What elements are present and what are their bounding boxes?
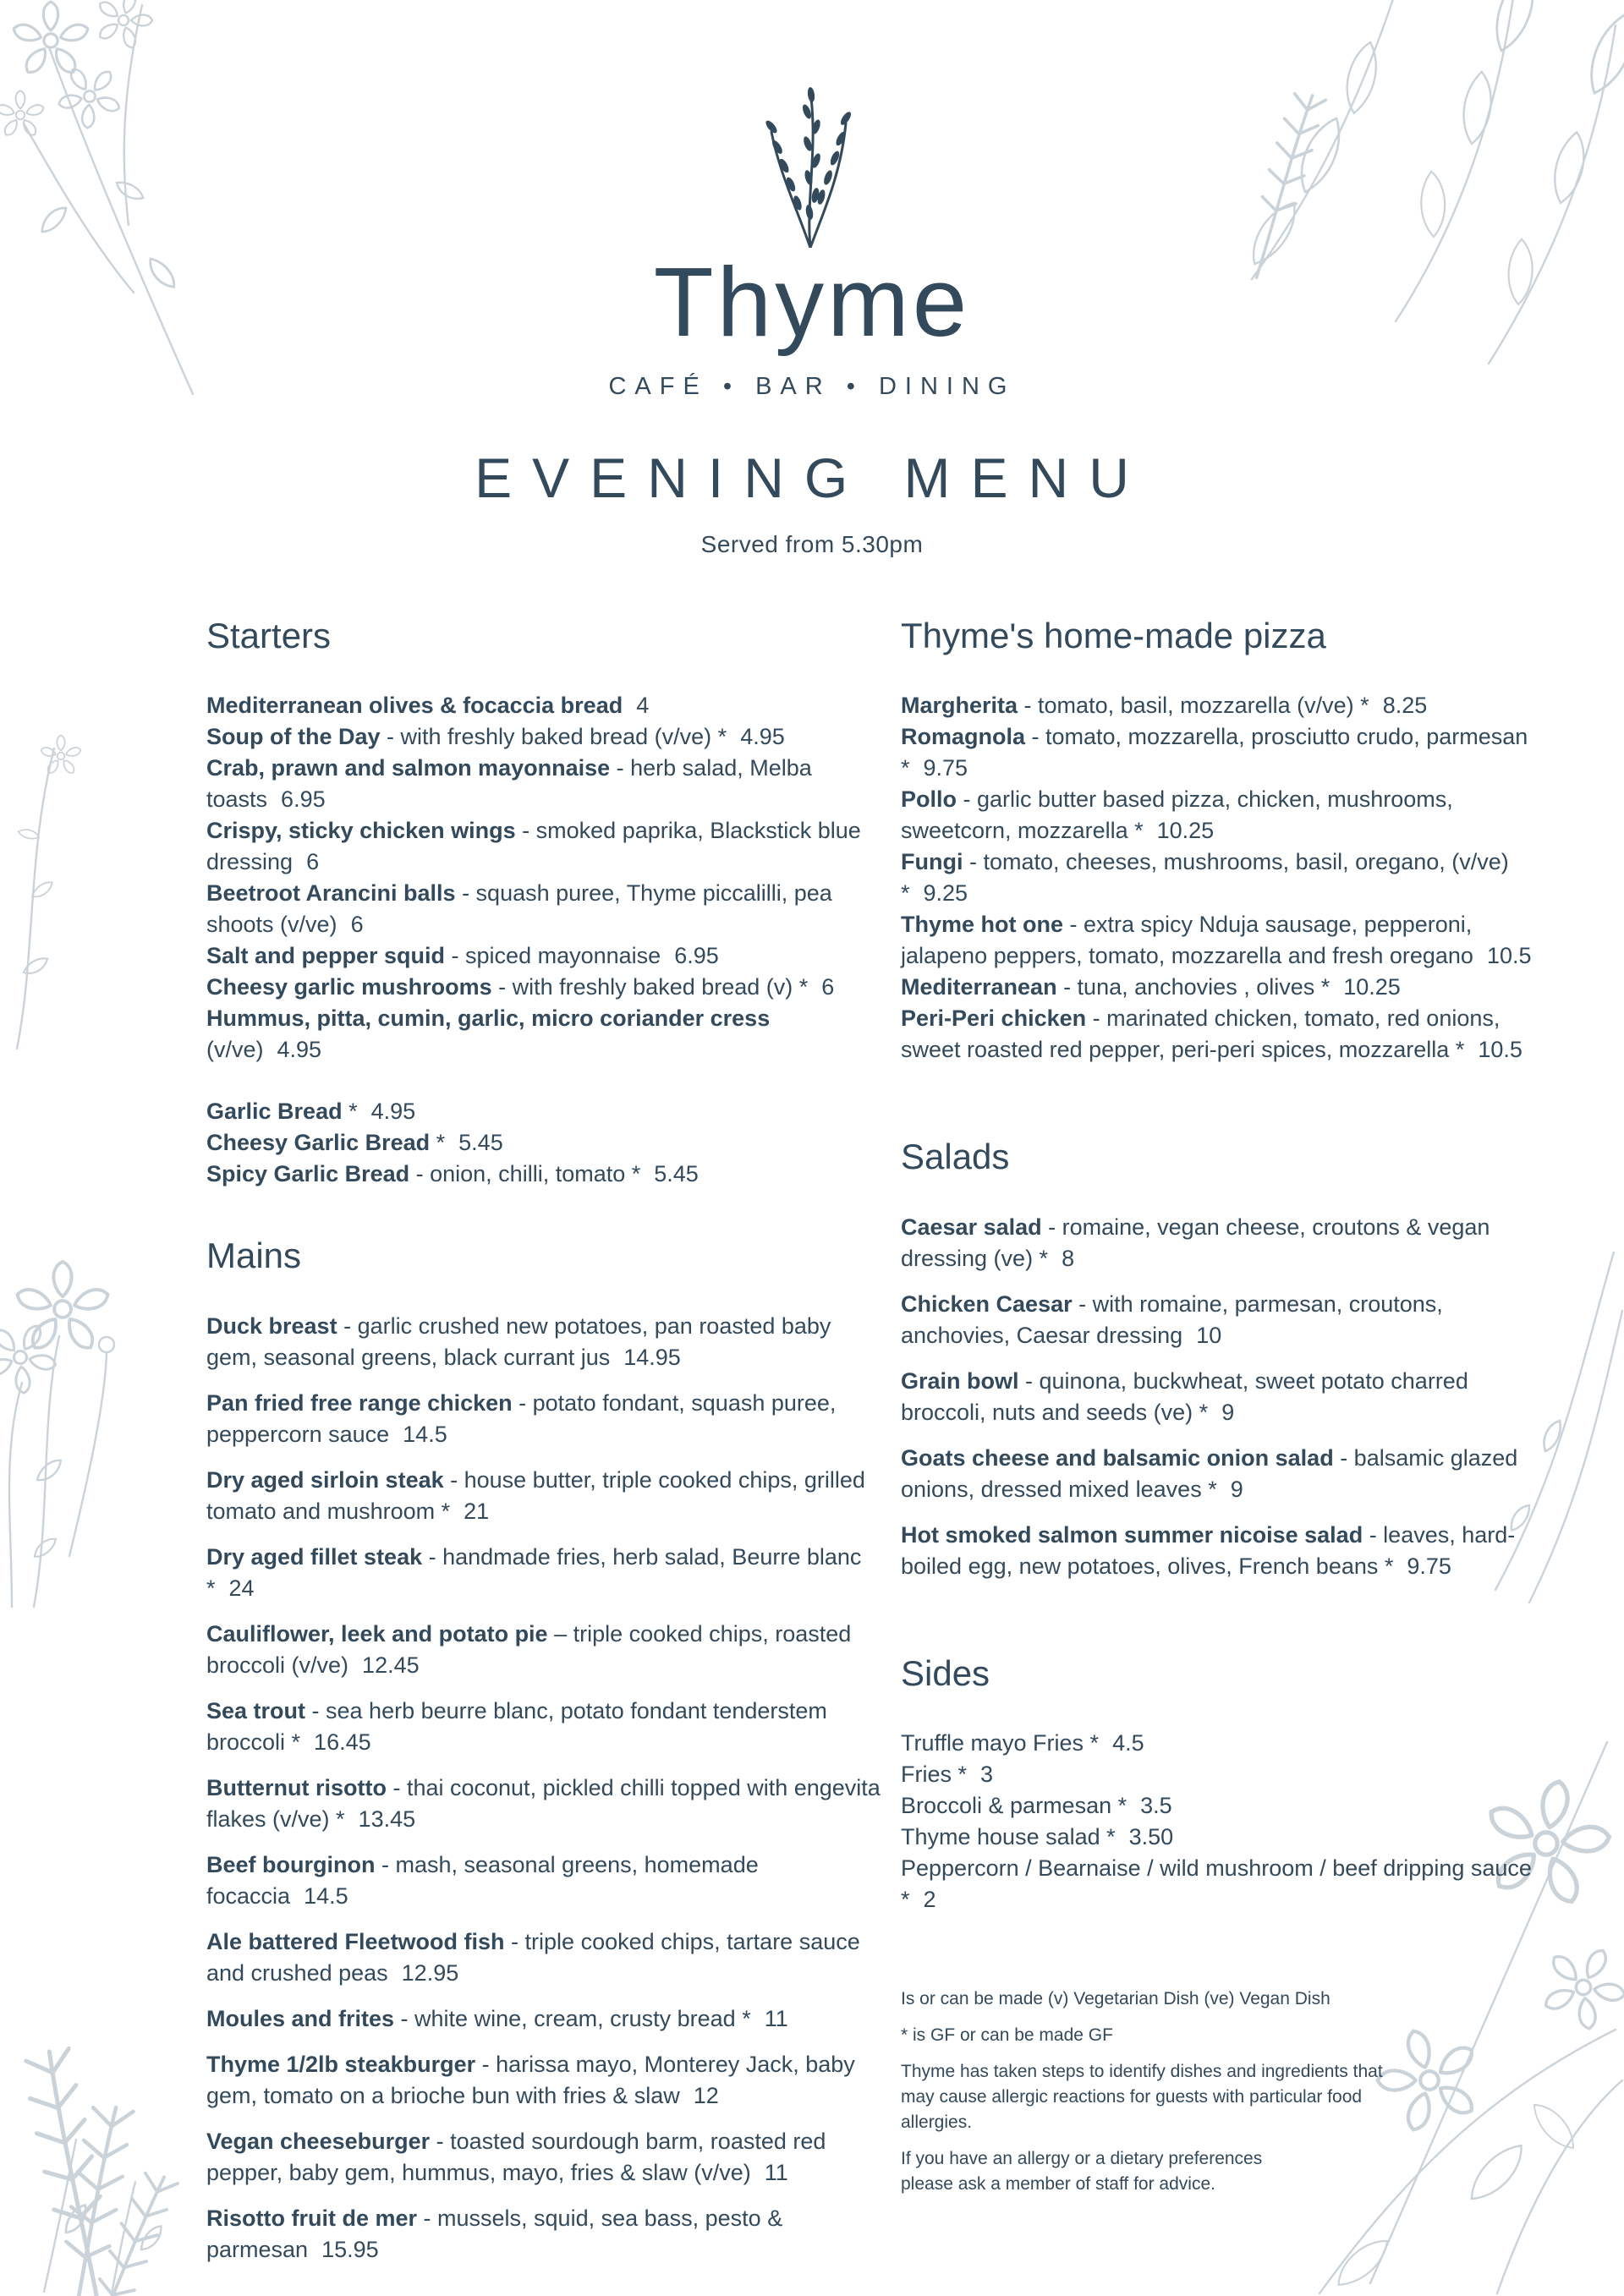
menu-item-price: 9 bbox=[1230, 1476, 1243, 1502]
menu-column-right bbox=[901, 616, 1545, 2208]
menu-item-desc: - smoked paprika, Blackstick blue dressing bbox=[206, 818, 861, 875]
menu-item bbox=[206, 878, 887, 940]
section-heading: Thyme's home-made pizza bbox=[901, 616, 1326, 655]
menu-item-desc: - balsamic glazed onions, dressed mixed leaves * bbox=[901, 1444, 1518, 1502]
menu-item-name: Beef bourginon bbox=[206, 1851, 376, 1877]
menu-item-name: Peri-Peri chicken bbox=[901, 1006, 1087, 1032]
menu-item-name: Duck breast bbox=[206, 1312, 337, 1339]
menu-item-price: 9 bbox=[1221, 1399, 1235, 1425]
menu-item bbox=[206, 1311, 887, 1373]
menu-item-name: Pollo bbox=[901, 786, 957, 813]
menu-item bbox=[206, 972, 887, 1003]
menu-item-price: 3.5 bbox=[1140, 1792, 1172, 1818]
menu-item bbox=[206, 1542, 887, 1604]
menu-item-name: Dry aged sirloin steak bbox=[206, 1466, 444, 1493]
menu-item-price: 12 bbox=[693, 2082, 719, 2108]
menu-item-group bbox=[901, 1212, 1545, 1582]
menu-item-price: 9.25 bbox=[923, 880, 968, 907]
menu-item-group bbox=[901, 690, 1545, 1066]
menu-item bbox=[206, 2126, 887, 2189]
menu-item bbox=[206, 1388, 887, 1450]
menu-item-desc: - white wine, cream, crusty bread * bbox=[394, 2005, 751, 2031]
menu-item bbox=[206, 1003, 887, 1066]
menu-item-price: 11 bbox=[764, 2005, 788, 2031]
menu-item-desc: - mussels, squid, sea bass, pesto & parmesan bbox=[206, 2205, 783, 2262]
menu-item bbox=[206, 721, 887, 753]
menu-item-name: Thyme 1/2lb steakburger bbox=[206, 2051, 476, 2077]
menu-item-desc: - triple cooked chips, tartare sauce and crushed peas bbox=[206, 1928, 860, 1986]
menu-item-name: Goats cheese and balsamic onion salad bbox=[901, 1444, 1334, 1471]
menu-item-desc: - toasted sourdough barm, roasted red pepper, baby gem, hummus, mayo, fries & slaw (v/ve) bbox=[206, 2128, 826, 2185]
menu-item-name: Butternut risotto bbox=[206, 1774, 387, 1800]
menu-item-desc: - quinona, buckwheat, sweet potato charred broccoli, nuts and seeds (ve) * bbox=[901, 1367, 1468, 1425]
footnote-text: Is or can be made (v) Vegetarian Dish (ve) Vegan Dish bbox=[901, 1988, 1330, 2008]
menu-item-desc: - garlic crushed new potatoes, pan roasted baby gem, seasonal greens, black currant jus bbox=[206, 1312, 831, 1370]
menu-item bbox=[901, 1212, 1545, 1274]
menu-item-name: Cheesy Garlic Bread bbox=[206, 1130, 431, 1156]
menu-item-name: Spicy Garlic Bread bbox=[206, 1161, 410, 1187]
menu-section bbox=[206, 1236, 887, 2265]
menu-item-price: 15.95 bbox=[321, 2236, 379, 2262]
menu-item-price: 6 bbox=[306, 849, 320, 875]
section-heading: Starters bbox=[206, 616, 332, 655]
menu-item-desc: - tuna, anchovies , olives * bbox=[1056, 974, 1330, 1000]
menu-item-desc: - onion, chilli, tomato * bbox=[409, 1161, 641, 1187]
menu-item bbox=[901, 1822, 1545, 1853]
menu-item-price: 4.95 bbox=[370, 1099, 416, 1125]
page-title: EVENING MENU bbox=[475, 447, 1149, 509]
menu-item-desc: – triple cooked chips, roasted broccoli (v/ve) bbox=[206, 1620, 852, 1678]
menu-item-price: 14.5 bbox=[403, 1421, 447, 1447]
menu-item-desc: - with freshly baked bread (v) * bbox=[491, 974, 809, 1000]
menu-item-price: 21 bbox=[464, 1498, 490, 1524]
menu-item-name: Thyme hot one bbox=[901, 912, 1064, 938]
menu-item-price: 3.50 bbox=[1128, 1823, 1174, 1849]
menu-item-name: Margherita bbox=[901, 693, 1018, 719]
menu-item-price: 5.45 bbox=[654, 1161, 699, 1187]
menu-item-desc: - with freshly baked bread (v/ve) * bbox=[380, 724, 727, 750]
menu-item-desc: (v/ve) bbox=[206, 1037, 264, 1063]
menu-item-desc: - tomato, mozzarella, prosciutto crudo, parmesan * bbox=[901, 724, 1528, 781]
menu-item-group bbox=[206, 1311, 887, 2266]
menu-item-price: 6 bbox=[350, 912, 364, 938]
footnote-text: If you have an allergy or a dietary preferences please ask a member of staff for advice. bbox=[901, 2148, 1263, 2194]
menu-item-desc: - romaine, vegan cheese, croutons & vegan dressing (ve) * bbox=[901, 1214, 1490, 1271]
section-heading: Sides bbox=[901, 1652, 990, 1693]
menu-item-desc: - extra spicy Nduja sausage, pepperoni, jalapeno peppers, tomato, mozzarella and fresh oregano bbox=[901, 912, 1473, 969]
menu-item bbox=[206, 1926, 887, 1989]
menu-section bbox=[901, 616, 1545, 1066]
menu-item-name: Salt and pepper squid bbox=[206, 943, 446, 969]
menu-item-desc: Fries * bbox=[901, 1761, 968, 1787]
section-heading: Salads bbox=[901, 1137, 1010, 1177]
menu-item-price: 4.95 bbox=[277, 1037, 322, 1063]
menu-item-price: 4 bbox=[636, 693, 650, 719]
menu-item-price: 10.25 bbox=[1156, 818, 1215, 844]
menu-item-name: Cheesy garlic mushrooms bbox=[206, 974, 492, 1000]
menu-item-name: Fungi bbox=[901, 849, 963, 875]
menu-item-name: Cauliflower, leek and potato pie bbox=[206, 1620, 548, 1647]
menu-item-name: Risotto fruit de mer bbox=[206, 2205, 418, 2231]
menu-item-name: Crab, prawn and salmon mayonnaise bbox=[206, 755, 611, 781]
menu-item-price: 8 bbox=[1062, 1245, 1075, 1271]
menu-item bbox=[206, 1127, 887, 1159]
menu-item-price: 5.45 bbox=[458, 1130, 503, 1156]
menu-item-price: 6.95 bbox=[281, 786, 326, 813]
menu-item-desc: - leaves, hard-boiled egg, new potatoes, olives, French beans * bbox=[901, 1521, 1516, 1579]
menu-item bbox=[901, 784, 1545, 847]
menu-item-name: Crispy, sticky chicken wings bbox=[206, 818, 516, 844]
menu-item-price: 8.25 bbox=[1382, 693, 1428, 719]
menu-item bbox=[901, 1443, 1545, 1505]
menu-item bbox=[901, 1366, 1545, 1428]
menu-item bbox=[206, 1096, 887, 1127]
menu-column-left bbox=[206, 616, 887, 2266]
menu-item bbox=[901, 1759, 1545, 1790]
menu-item-price: 24 bbox=[228, 1575, 255, 1601]
menu-item-price: 10.5 bbox=[1486, 943, 1532, 969]
menu-item-desc: - with romaine, parmesan, croutons, anchovies, Caesar dressing bbox=[901, 1290, 1443, 1348]
menu-item-desc: - house butter, triple cooked chips, grilled tomato and mushroom * bbox=[206, 1466, 865, 1524]
menu-item-group bbox=[206, 690, 887, 1066]
menu-item bbox=[901, 1003, 1545, 1066]
menu-item-price: 9.75 bbox=[923, 755, 968, 781]
menu-item bbox=[206, 2203, 887, 2266]
botanical-illustration-left-poppies bbox=[0, 1201, 181, 1615]
menu-item bbox=[901, 847, 1545, 909]
menu-item-desc: - thai coconut, pickled chilli topped with engevita flakes (v/ve) * bbox=[206, 1774, 881, 1832]
menu-item bbox=[206, 753, 887, 815]
menu-item bbox=[206, 815, 887, 878]
menu-item bbox=[206, 1849, 887, 1912]
brand-tagline: CAFÉ • BAR • DINING bbox=[608, 373, 1016, 400]
menu-item-name: Caesar salad bbox=[901, 1214, 1042, 1240]
menu-item-desc: * bbox=[430, 1130, 446, 1156]
menu-item-desc: - handmade fries, herb salad, Beurre blanc * bbox=[206, 1543, 862, 1601]
menu-item-price: 16.45 bbox=[314, 1729, 371, 1755]
menu-item-name: Sea trout bbox=[206, 1697, 306, 1723]
menu-item bbox=[901, 1790, 1545, 1822]
menu-item-group bbox=[901, 1728, 1545, 1915]
menu-item-price: 13.45 bbox=[358, 1806, 416, 1832]
page-subtitle: Served from 5.30pm bbox=[700, 531, 924, 557]
menu-item-name: Romagnola bbox=[901, 724, 1026, 750]
menu-item-group bbox=[206, 1096, 887, 1190]
menu-item bbox=[901, 721, 1545, 784]
menu-item-price: 3 bbox=[980, 1761, 994, 1787]
menu-item-price: 14.95 bbox=[623, 1344, 681, 1370]
menu-item bbox=[901, 972, 1545, 1003]
menu-item-name: Hummus, pitta, cumin, garlic, micro coriander cress bbox=[206, 1006, 771, 1032]
menu-item-name: Vegan cheeseburger bbox=[206, 2128, 431, 2154]
thyme-sprig-icon bbox=[736, 74, 888, 248]
menu-section bbox=[901, 1653, 1545, 1915]
section-heading: Mains bbox=[206, 1236, 302, 1276]
menu-item-price: 14.5 bbox=[304, 1882, 348, 1909]
menu-item-name: Mediterranean olives & focaccia bread bbox=[206, 693, 623, 719]
menu-item-desc: - harissa mayo, Monterey Jack, baby gem, tomato on a brioche bun with fries & slaw bbox=[206, 2051, 855, 2108]
menu-item-desc: - squash puree, Thyme piccalilli, pea shoots (v/ve) bbox=[206, 880, 832, 938]
menu-item-name: Beetroot Arancini balls bbox=[206, 880, 456, 907]
menu-item-price: 2 bbox=[923, 1886, 936, 1912]
menu-item-price: 10 bbox=[1196, 1322, 1222, 1348]
menu-item-name: Pan fried free range chicken bbox=[206, 1389, 513, 1416]
menu-item-name: Soup of the Day bbox=[206, 724, 381, 750]
menu-item-name: Dry aged fillet steak bbox=[206, 1543, 423, 1570]
menu-item-name: Moules and frites bbox=[206, 2005, 395, 2031]
menu-item bbox=[901, 1853, 1545, 1915]
menu-item bbox=[901, 909, 1545, 972]
menu-header bbox=[0, 74, 1624, 558]
menu-item bbox=[901, 1728, 1545, 1759]
menu-item-price: 9.75 bbox=[1407, 1553, 1451, 1579]
menu-item-price: 10.25 bbox=[1343, 974, 1401, 1000]
menu-item-desc: - spiced mayonnaise bbox=[445, 943, 661, 969]
menu-item bbox=[901, 1520, 1545, 1582]
menu-item-desc: Thyme house salad * bbox=[901, 1823, 1116, 1849]
menu-item bbox=[901, 690, 1545, 721]
menu-item bbox=[206, 1773, 887, 1835]
menu-item-desc: - mash, seasonal greens, homemade focaccia bbox=[206, 1851, 759, 1909]
botanical-illustration-bottom-left-lavender bbox=[0, 1776, 230, 2296]
menu-item-desc: - tomato, basil, mozzarella (v/ve) * bbox=[1018, 693, 1369, 719]
menu-item bbox=[206, 1619, 887, 1681]
menu-item-price: 12.45 bbox=[362, 1652, 420, 1678]
menu-item-name: Hot smoked salmon summer nicoise salad bbox=[901, 1521, 1363, 1548]
menu-item-price: 4.5 bbox=[1112, 1729, 1144, 1756]
menu-item-desc: Broccoli & parmesan * bbox=[901, 1792, 1127, 1818]
menu-item-price: 6 bbox=[821, 974, 835, 1000]
menu-item bbox=[206, 690, 887, 721]
footnotes bbox=[901, 1986, 1545, 2197]
menu-item-desc: - potato fondant, squash puree, peppercorn sauce bbox=[206, 1389, 837, 1447]
menu-item bbox=[206, 940, 887, 972]
brand-wordmark: Thyme bbox=[653, 247, 971, 357]
footnote-text: Thyme has taken steps to identify dishes and ingredients that may cause allergic reactions for guests with particular food allergies. bbox=[901, 2061, 1383, 2132]
menu-item-price: 6.95 bbox=[674, 943, 719, 969]
menu-item-price: 11 bbox=[764, 2159, 788, 2185]
menu-section bbox=[206, 616, 887, 1190]
menu-item-desc: Peppercorn / Bearnaise / wild mushroom / beef dripping sauce * bbox=[901, 1855, 1532, 1912]
menu-item bbox=[206, 1465, 887, 1527]
footnote-text: * is GF or can be made GF bbox=[901, 2025, 1113, 2045]
menu-item bbox=[206, 2003, 887, 2035]
menu-item-desc: - garlic butter based pizza, chicken, mushrooms, sweetcorn, mozzarella * bbox=[901, 786, 1453, 844]
botanical-illustration-left-middle bbox=[0, 727, 127, 1057]
menu-item-name: Chicken Caesar bbox=[901, 1290, 1073, 1317]
menu-item-name: Ale battered Fleetwood fish bbox=[206, 1928, 505, 1954]
menu-item bbox=[206, 2049, 887, 2112]
menu-section bbox=[901, 1137, 1545, 1581]
menu-item-name: Mediterranean bbox=[901, 974, 1057, 1000]
menu-item-price: 4.95 bbox=[740, 724, 785, 750]
menu-item-name: Garlic Bread bbox=[206, 1099, 343, 1125]
menu-item bbox=[206, 1159, 887, 1190]
menu-item-desc: Truffle mayo Fries * bbox=[901, 1729, 1100, 1756]
menu-item-desc: - sea herb beurre blanc, potato fondant tenderstem broccoli * bbox=[206, 1697, 827, 1755]
menu-item-desc: - marinated chicken, tomato, red onions, sweet roasted red pepper, peri-peri spices, mozzarella * bbox=[901, 1006, 1501, 1063]
menu-item-desc: * bbox=[342, 1099, 358, 1125]
menu-item-desc: - tomato, cheeses, mushrooms, basil, oregano, (v/ve) * bbox=[901, 849, 1509, 907]
menu-item-price: 10.5 bbox=[1478, 1037, 1522, 1063]
menu-item-name: Grain bowl bbox=[901, 1367, 1019, 1394]
menu-item-price: 12.95 bbox=[401, 1959, 459, 1986]
menu-item bbox=[901, 1289, 1545, 1351]
menu-item bbox=[206, 1696, 887, 1758]
menu-item-desc: - herb salad, Melba toasts bbox=[206, 755, 812, 813]
